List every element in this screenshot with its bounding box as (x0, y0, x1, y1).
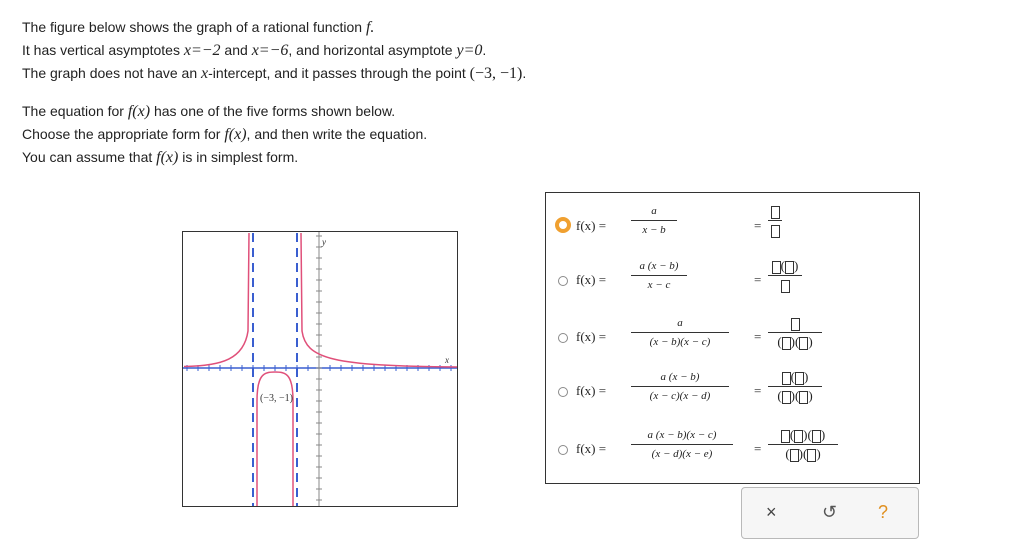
choice-lhs: f(x) = (576, 441, 607, 456)
math: x=−2 (183, 42, 221, 59)
input-box[interactable] (812, 430, 821, 443)
equals-sign: = (754, 272, 762, 287)
input-box[interactable] (795, 372, 804, 385)
denominator: x − b (631, 220, 677, 236)
y-axis-label: y (322, 237, 326, 247)
choice-option-4[interactable] (546, 369, 921, 419)
point-label: (−3, −1) (260, 393, 293, 404)
text: The figure below shows the graph of a rational function (22, 19, 366, 35)
answer-template[interactable] (768, 427, 838, 462)
choice-fraction (631, 317, 729, 348)
numerator-slot: ( )( ) (768, 427, 838, 444)
input-box[interactable] (799, 391, 808, 404)
input-box[interactable] (807, 449, 816, 462)
choice-lhs: f(x) = (576, 329, 607, 344)
text: , and then write the equation. (246, 126, 428, 142)
input-box[interactable] (772, 261, 781, 274)
denominator: x − c (631, 275, 687, 291)
math: f(x) (224, 126, 247, 143)
equals-sign: = (754, 329, 762, 344)
math: (−3, −1) (469, 65, 523, 82)
denominator: (x − c)(x − d) (631, 386, 729, 402)
choice-fraction (631, 205, 677, 236)
radio-button[interactable] (558, 387, 568, 397)
answer-template[interactable] (768, 369, 822, 404)
answer-template[interactable] (768, 203, 782, 238)
text: , and horizontal asymptote (288, 42, 457, 58)
text: It has vertical asymptotes (22, 42, 184, 58)
numerator-slot: ( ) (768, 258, 802, 275)
answer-template[interactable] (768, 258, 802, 293)
choice-lhs: f(x) = (576, 383, 607, 398)
input-box[interactable] (771, 225, 780, 238)
answer-toolbar (741, 487, 919, 539)
math-f: f. (365, 19, 375, 36)
numerator: a (677, 317, 683, 329)
equals-sign: = (754, 218, 762, 233)
text: . (522, 65, 527, 81)
numerator-slot (768, 203, 782, 220)
form-choices-panel (545, 192, 920, 484)
input-box[interactable] (794, 430, 803, 443)
text: The graph does not have an (22, 65, 202, 81)
answer-template[interactable] (768, 315, 822, 350)
text: Choose the appropriate form for (22, 126, 225, 142)
rational-function-graph (182, 231, 458, 508)
numerator: a (x − b)(x − c) (647, 429, 717, 441)
text: has one of the five forms shown below. (150, 103, 396, 119)
undo-button[interactable]: ↺ (822, 502, 838, 522)
math: x=−6 (251, 42, 289, 59)
denominator-slot (768, 220, 782, 238)
denominator-slot (768, 275, 802, 293)
choice-fraction (631, 429, 733, 460)
input-box[interactable] (785, 261, 794, 274)
math: f(x) (127, 103, 151, 120)
intro-line-2 (22, 42, 486, 60)
intro-line-3 (22, 65, 526, 83)
math: f(x) (156, 149, 179, 166)
input-box[interactable] (799, 337, 808, 350)
text: and (220, 42, 252, 58)
radio-button[interactable] (558, 276, 568, 286)
clear-button[interactable]: × (766, 502, 777, 522)
numerator-slot (768, 315, 822, 332)
instruction-line-1 (22, 103, 395, 121)
graph-frame (183, 232, 458, 507)
choice-fraction (631, 260, 687, 291)
help-button[interactable]: ? (878, 502, 889, 522)
denominator-slot: ( )( ) (768, 332, 822, 350)
radio-button[interactable] (555, 217, 571, 233)
text: -intercept, and it passes through the point (208, 65, 470, 81)
input-box[interactable] (781, 280, 790, 293)
choice-lhs: f(x) = (576, 218, 607, 233)
choice-option-2[interactable] (546, 257, 921, 307)
input-box[interactable] (781, 430, 790, 443)
radio-button[interactable] (558, 333, 568, 343)
radio-button[interactable] (558, 445, 568, 455)
denominator: (x − b)(x − c) (631, 332, 729, 348)
equals-sign: = (754, 441, 762, 456)
x-axis-label: x (445, 355, 449, 365)
choice-option-1[interactable] (546, 201, 921, 251)
input-box[interactable] (782, 337, 791, 350)
denominator-slot: ( )( ) (768, 386, 822, 404)
intro-line-1 (22, 19, 374, 37)
instruction-line-2 (22, 126, 427, 144)
math: y=0 (456, 42, 483, 59)
input-box[interactable] (771, 206, 780, 219)
text: You can assume that (22, 149, 157, 165)
numerator: a (x − b) (639, 260, 679, 272)
instruction-line-3 (22, 149, 298, 167)
denominator-slot: ( )( ) (768, 444, 838, 462)
input-box[interactable] (782, 372, 791, 385)
equals-sign: = (754, 383, 762, 398)
numerator-slot: ( ) (768, 369, 822, 386)
input-box[interactable] (791, 318, 800, 331)
input-box[interactable] (782, 391, 791, 404)
denominator: (x − d)(x − e) (631, 444, 733, 460)
numerator: a (x − b) (660, 371, 700, 383)
math: x (201, 65, 209, 82)
input-box[interactable] (790, 449, 799, 462)
choice-lhs: f(x) = (576, 272, 607, 287)
text: The equation for (22, 103, 128, 119)
choice-option-5[interactable] (546, 425, 921, 475)
numerator: a (651, 205, 657, 217)
choice-fraction (631, 371, 729, 402)
choice-option-3[interactable] (546, 315, 921, 365)
text: . (482, 42, 487, 58)
text: is in simplest form. (178, 149, 299, 165)
